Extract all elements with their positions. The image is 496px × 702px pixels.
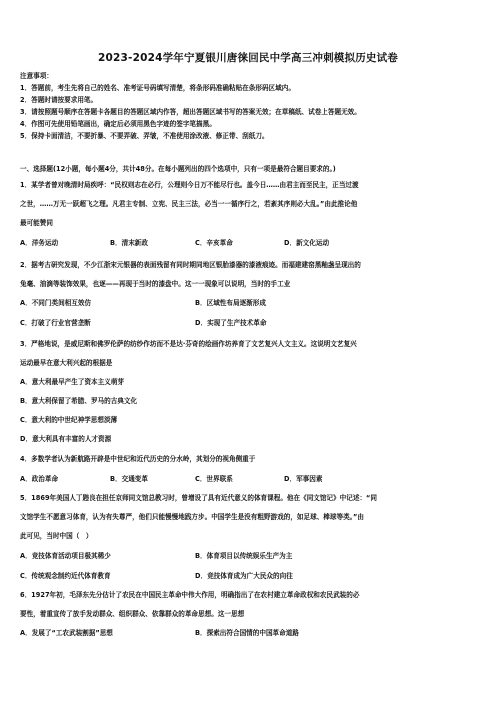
question-2-option-d: D．实现了生产技术革命 <box>195 319 267 327</box>
question-5-option-c: C．传统观念制约近代体育教育 <box>20 572 111 580</box>
question-2-option-a: A．不同门类间相互效仿 <box>20 299 92 307</box>
question-1-option-c: C．辛亥革命 <box>195 239 233 247</box>
question-1-text: 1．某学者曾对晚清时局疾呼：“民权则志在必行，公理则今日万不能尽行也。盖今日……由君主而至民主，正当过渡 <box>20 181 359 189</box>
question-2-text: 兔毫、油滴等装饰效果，也逐——再现于当时的漆盘中。这一一现象可以说明，当时的手工业 <box>20 280 291 288</box>
question-3-text: 运动最早在意大利兴起的根据是 <box>20 359 113 367</box>
question-5-option-a: A．竞技体育活动项目极其稀少 <box>20 552 111 560</box>
question-1-option-b: B．清末新政 <box>110 239 148 247</box>
question-5-option-d: D．竞技体育成为广大民众的向往 <box>195 572 293 580</box>
notice-item: 1．答题前，考生先将自己的姓名、准考证号码填写清楚，将条形码准确粘贴在条形码区域内。 <box>20 84 295 92</box>
question-4-text: 4．多数学者认为新航路开辟是中世纪和近代历史的分水岭，其划分的视角侧重于 <box>20 455 256 463</box>
question-6-text: 6．1927年初，毛泽东先分估计了农民在中国民主革命中伟大作用，明确指出了在农村建立革命政权和农民武装的必 <box>20 591 360 599</box>
question-3-option-b: B．意大利保留了希腊、罗马的古典文化 <box>20 397 138 405</box>
notice-heading: 注意事项： <box>20 72 53 80</box>
question-4-option-d: D．军事因素 <box>284 475 323 483</box>
question-3-option-d: D．意大利具有丰富的人才资源 <box>20 435 112 443</box>
question-3-option-c: C．意大利的中世纪神学思想淡薄 <box>20 416 118 424</box>
question-1-option-d: D．新文化运动 <box>284 239 330 247</box>
notice-item: 4．作图可先使用铅笔画出，确定后必须用黑色字迹的签字笔描黑。 <box>20 120 216 128</box>
notice-item: 2．答题时请按要求用笔。 <box>20 96 98 104</box>
question-2-option-b: B．区域性布局逐渐形成 <box>195 299 266 307</box>
question-4-option-a: A．政治革命 <box>20 475 59 483</box>
question-5-option-b: B．体育项目以传统娱乐生产为主 <box>195 552 293 560</box>
question-1-text: 之世，……万无一跃超飞之理。凡君主专制、立宪、民主三法，必当一一循序行之，若紊其序则必大乱。”由此推论他 <box>20 200 358 208</box>
question-2-text: 2．据考古研究发现，不少江浙宋元银器的表面残留有同时期同地区银胎漆器的漆液痕迹。而福建建窑黑釉盏呈现出的 <box>20 261 361 269</box>
question-5-text: 5．1869年美国人丁韪良在担任京师同文馆总教习时，曾增设了具有近代意义的体育课程。他在《同文馆记》中记述：“同 <box>20 494 377 502</box>
question-6-text: 要性，着重宣传了放手发动群众、组织群众、依靠群众的革命思想。这一思想 <box>20 610 245 618</box>
question-6-option-a: A．发展了“工农武装割据”思想 <box>20 629 113 637</box>
question-6-option-b: B．探索出符合国情的中国革命道路 <box>195 629 299 637</box>
question-3-option-a: A．意大利最早产生了资本主义萌芽 <box>20 378 125 386</box>
question-3-text: 3．严格地说，是威尼斯和佛罗伦萨的纺纱作坊而不是达·芬奇的绘画作坊养育了文艺复兴人文主义。这说明文艺复兴 <box>20 340 357 348</box>
notice-item: 5．保持卡面清洁，不要折暴、不要弄破、弄皱，不准使用涂改液、修正带、刮纸刀。 <box>20 132 269 140</box>
question-1-text: 最可能赞同 <box>20 219 53 227</box>
section-heading: 一、选择题(12小题，每小题4分，共计48分。在每小题列出的四个选项中，只有一项是最符合题目要求的。) <box>20 165 336 173</box>
question-2-option-c: C．打破了行业官营垄断 <box>20 319 91 327</box>
question-4-option-c: C．世界联系 <box>195 475 233 483</box>
page-title: 2023-2024学年宁夏银川唐徕回民中学高三冲刺模拟历史试卷 <box>97 52 398 64</box>
question-4-option-b: B．交通变革 <box>110 475 148 483</box>
question-5-text: 此可见，当时中国（ ） <box>20 532 93 540</box>
question-5-text: 文馆学生不愿意习体育，认为有失尊严，他们只能慢慢地践方步。中国学生是没有粗野游戏的，如足球、棒球等类。”由 <box>20 513 364 521</box>
question-1-option-a: A．洋务运动 <box>20 239 59 247</box>
notice-item: 3．请按照题号顺序在答题卡各题目的答题区域内作答，超出答题区域书写的答案无效；在草稿纸、试卷上答题无效。 <box>20 108 361 116</box>
